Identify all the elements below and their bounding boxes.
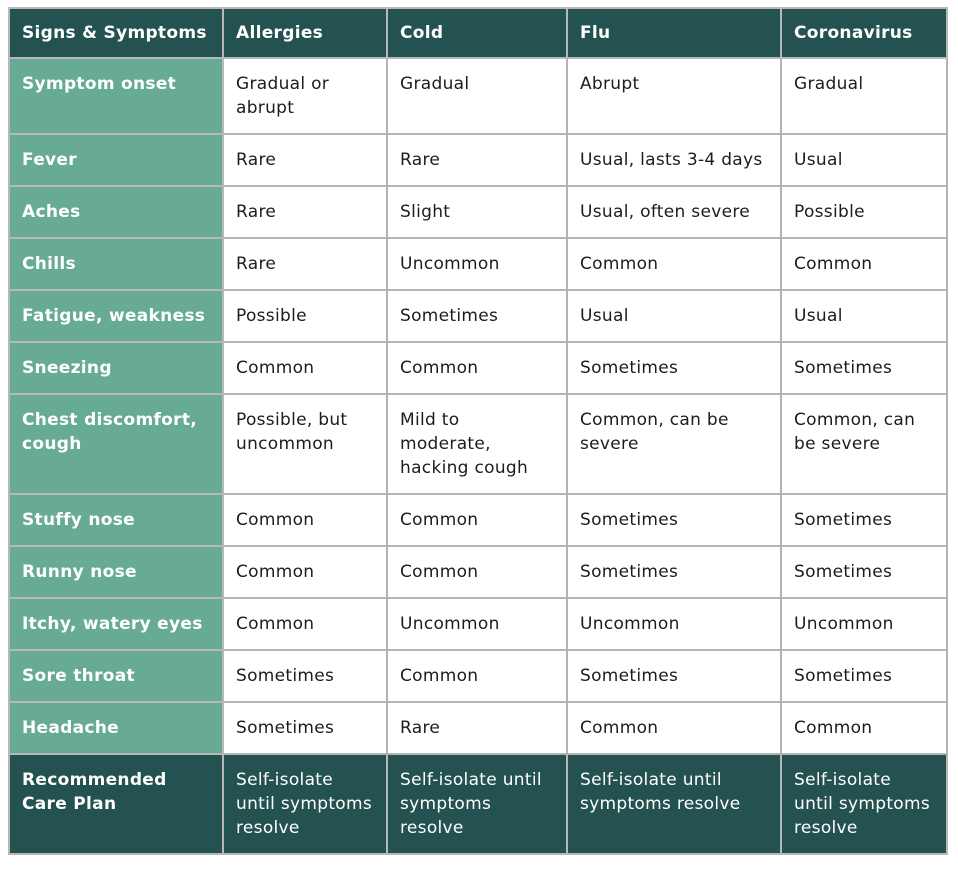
table-cell: Sometimes xyxy=(567,494,781,546)
column-header: Signs & Symptoms xyxy=(9,8,223,58)
table-cell: Sometimes xyxy=(567,650,781,702)
table-cell: Common xyxy=(387,494,567,546)
table-cell: Slight xyxy=(387,186,567,238)
row-header: Fever xyxy=(9,134,223,186)
table-row xyxy=(9,546,947,598)
table-cell: Common xyxy=(223,598,387,650)
table-cell: Rare xyxy=(387,134,567,186)
table-row xyxy=(9,134,947,186)
table-cell: Sometimes xyxy=(223,650,387,702)
row-header: Sneezing xyxy=(9,342,223,394)
column-header: Cold xyxy=(387,8,567,58)
symptom-comparison-table xyxy=(8,7,948,855)
table-cell: Usual xyxy=(781,134,947,186)
table-cell: Usual xyxy=(781,290,947,342)
care-plan-cell: Self-isolate until symptoms resolve xyxy=(781,754,947,854)
row-header: Fatigue, weakness xyxy=(9,290,223,342)
table-cell: Uncommon xyxy=(781,598,947,650)
table-cell: Possible, but uncommon xyxy=(223,394,387,494)
table-cell: Abrupt xyxy=(567,58,781,134)
table-row xyxy=(9,598,947,650)
table-cell: Usual, lasts 3-4 days xyxy=(567,134,781,186)
care-plan-row xyxy=(9,754,947,854)
table-cell: Sometimes xyxy=(567,342,781,394)
table-row xyxy=(9,650,947,702)
row-header: Sore throat xyxy=(9,650,223,702)
table-cell: Usual, often severe xyxy=(567,186,781,238)
table-cell: Rare xyxy=(223,186,387,238)
header-row xyxy=(9,8,947,58)
table-cell: Usual xyxy=(567,290,781,342)
table-cell: Rare xyxy=(223,134,387,186)
column-header: Coronavirus xyxy=(781,8,947,58)
table-cell: Sometimes xyxy=(223,702,387,754)
table-cell: Gradual xyxy=(781,58,947,134)
row-header: Chills xyxy=(9,238,223,290)
table-cell: Uncommon xyxy=(387,238,567,290)
table-cell: Sometimes xyxy=(567,546,781,598)
table-row xyxy=(9,290,947,342)
table-row xyxy=(9,394,947,494)
symptom-comparison-table-wrapper xyxy=(8,7,948,855)
table-cell: Common xyxy=(781,702,947,754)
table-cell: Rare xyxy=(223,238,387,290)
table-cell: Uncommon xyxy=(387,598,567,650)
table-cell: Mild to moderate, hacking cough xyxy=(387,394,567,494)
column-header: Allergies xyxy=(223,8,387,58)
table-cell: Sometimes xyxy=(781,342,947,394)
table-row xyxy=(9,342,947,394)
table-cell: Common xyxy=(387,342,567,394)
table-cell: Common xyxy=(781,238,947,290)
row-header: Symptom onset xyxy=(9,58,223,134)
column-header: Flu xyxy=(567,8,781,58)
row-header: Runny nose xyxy=(9,546,223,598)
table-row xyxy=(9,494,947,546)
table-row xyxy=(9,702,947,754)
table-cell: Common, can be severe xyxy=(781,394,947,494)
table-cell: Possible xyxy=(223,290,387,342)
table-cell: Sometimes xyxy=(781,494,947,546)
table-cell: Common xyxy=(223,494,387,546)
table-cell: Gradual or abrupt xyxy=(223,58,387,134)
row-header: Headache xyxy=(9,702,223,754)
row-header: Stuffy nose xyxy=(9,494,223,546)
table-cell: Common, can be severe xyxy=(567,394,781,494)
table-cell: Possible xyxy=(781,186,947,238)
table-cell: Rare xyxy=(387,702,567,754)
row-header: Chest discomfort, cough xyxy=(9,394,223,494)
table-cell: Sometimes xyxy=(781,546,947,598)
table-cell: Sometimes xyxy=(387,290,567,342)
table-cell: Sometimes xyxy=(781,650,947,702)
care-plan-label: Recommended Care Plan xyxy=(9,754,223,854)
care-plan-cell: Self-isolate until symptoms resolve xyxy=(223,754,387,854)
table-cell: Common xyxy=(223,546,387,598)
table-cell: Common xyxy=(567,238,781,290)
table-row xyxy=(9,186,947,238)
table-cell: Uncommon xyxy=(567,598,781,650)
table-row xyxy=(9,238,947,290)
table-cell: Common xyxy=(567,702,781,754)
table-cell: Common xyxy=(387,650,567,702)
table-cell: Common xyxy=(223,342,387,394)
table-cell: Gradual xyxy=(387,58,567,134)
row-header: Aches xyxy=(9,186,223,238)
table-cell: Common xyxy=(387,546,567,598)
row-header: Itchy, watery eyes xyxy=(9,598,223,650)
care-plan-cell: Self-isolate until symptoms resolve xyxy=(567,754,781,854)
care-plan-cell: Self-isolate until symptoms resolve xyxy=(387,754,567,854)
table-row xyxy=(9,58,947,134)
